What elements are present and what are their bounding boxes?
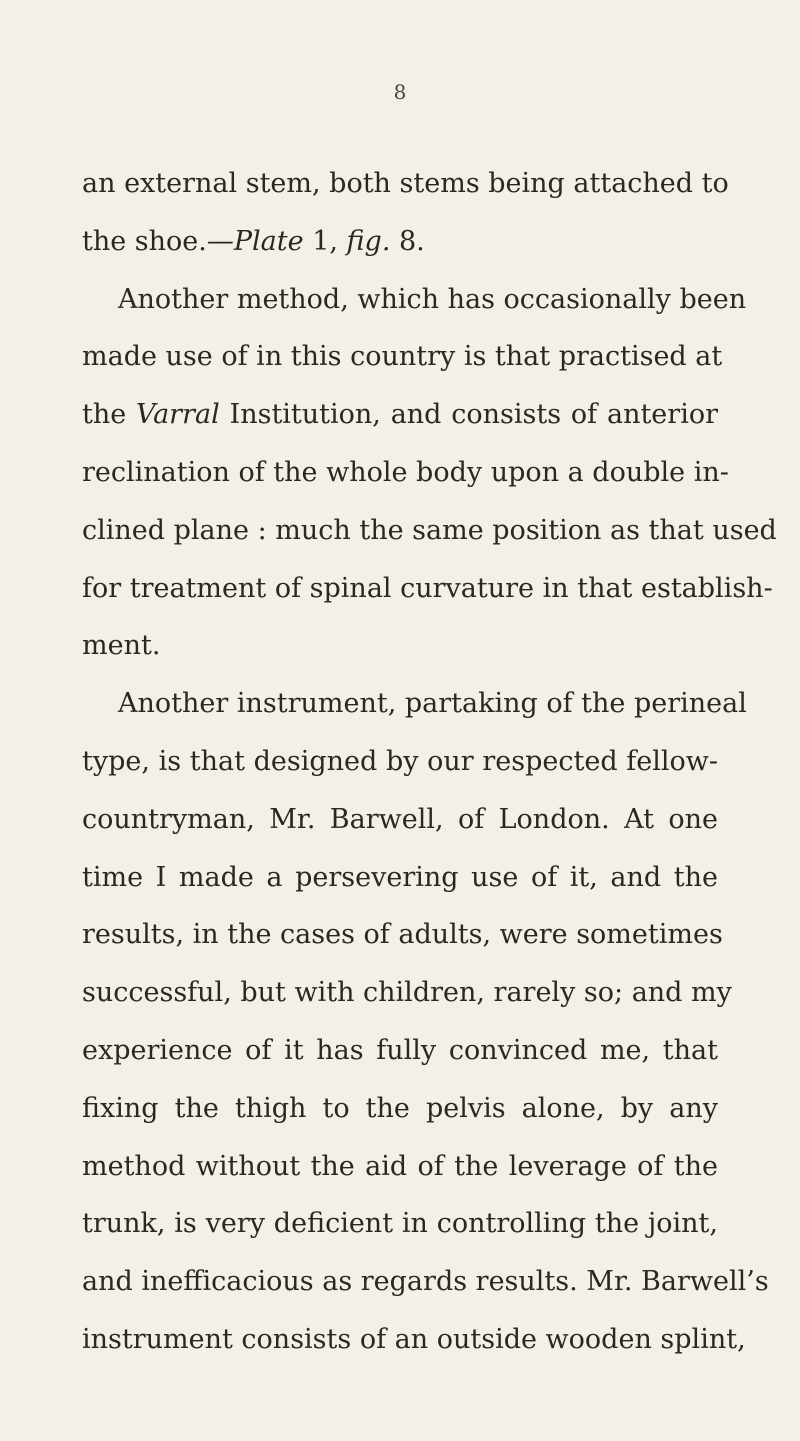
text-segment: experience of it has fully convinced me, that — [82, 1034, 718, 1066]
text-segment: reclination of the whole body upon a double in- — [82, 456, 729, 488]
text-segment: trunk, is very deficient in controlling the joint, — [82, 1208, 718, 1240]
text-line — [82, 213, 718, 271]
text-segment: Institution, and consists of anterior — [219, 399, 718, 431]
text-line — [82, 1138, 718, 1196]
page-number: 8 — [393, 80, 407, 104]
text-segment: method without the aid of the leverage of the — [82, 1150, 718, 1182]
text-line — [82, 906, 723, 964]
italic-text: fig. — [346, 225, 391, 257]
text-segment: successful, but with children, rarely so; and my — [82, 977, 732, 1009]
text-line — [82, 1253, 769, 1311]
text-line — [82, 1022, 718, 1080]
text-line — [82, 1311, 746, 1369]
text-segment: time I made a persevering use of it, and the — [82, 861, 718, 893]
text-segment: clined plane : much the same position as that used — [82, 514, 777, 546]
text-segment: ment. — [82, 630, 161, 662]
text-line — [82, 675, 747, 733]
text-line — [82, 444, 729, 502]
text-segment: Another instrument, partaking of the perineal — [118, 688, 747, 720]
text-segment: 1, — [303, 225, 347, 257]
text-line — [82, 386, 718, 444]
text-segment: Another method, which has occasionally been — [118, 283, 747, 315]
text-segment: the shoe.— — [82, 225, 234, 257]
text-segment: fixing the thigh to the pelvis alone, by any — [82, 1092, 718, 1124]
text-line — [82, 964, 732, 1022]
text-line — [82, 560, 773, 618]
text-line — [82, 502, 777, 560]
text-segment: made use of in this country is that practised at — [82, 341, 723, 373]
italic-text: Plate — [233, 225, 304, 257]
text-segment: instrument consists of an outside wooden splint, — [82, 1323, 746, 1355]
body-text — [82, 155, 777, 1369]
text-segment: and inefficacious as regards results. Mr. Barwell’s — [82, 1266, 769, 1298]
text-segment: type, is that designed by our respected fellow- — [82, 745, 718, 777]
text-line — [82, 791, 718, 849]
text-segment: the — [82, 399, 137, 431]
text-segment: for treatment of spinal curvature in that establish- — [82, 572, 773, 604]
text-line — [82, 617, 718, 675]
text-line — [82, 271, 747, 329]
text-segment: 8. — [390, 225, 425, 257]
text-line — [82, 328, 723, 386]
text-segment: results, in the cases of adults, were sometimes — [82, 919, 723, 951]
text-line — [82, 733, 718, 791]
text-line — [82, 1080, 718, 1138]
text-line — [82, 849, 718, 907]
text-line — [82, 1195, 718, 1253]
text-line — [82, 155, 729, 213]
text-segment: countryman, Mr. Barwell, of London. At one — [82, 803, 718, 835]
italic-text: Varral — [136, 399, 220, 431]
text-segment: an external stem, both stems being attached to — [82, 168, 729, 199]
